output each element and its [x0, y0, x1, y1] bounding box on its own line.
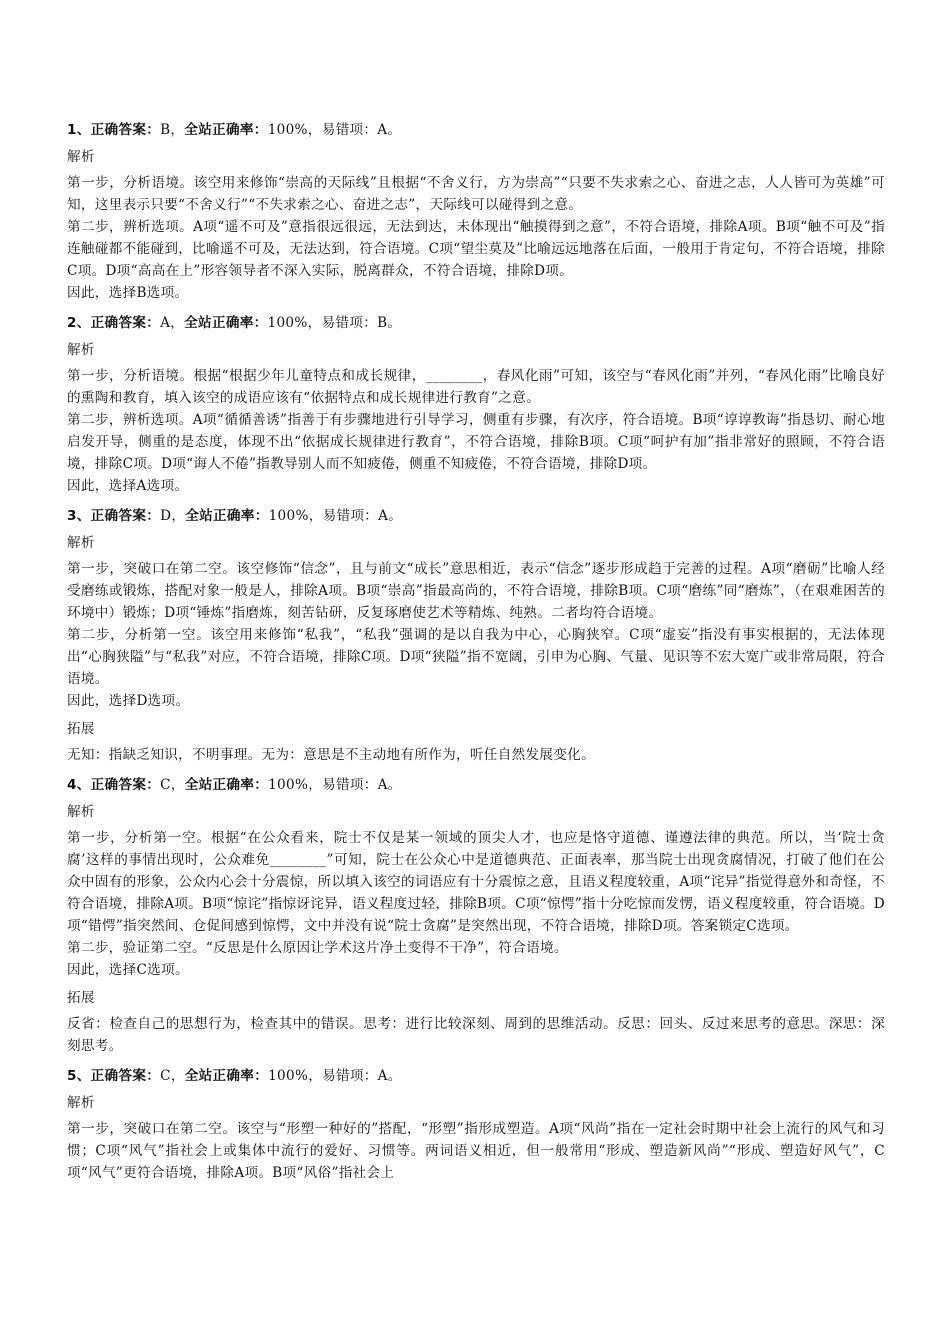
paragraph: 第二步，验证第二空。“反思是什么原因让学术这片净土变得不干净”，符合语境。 — [67, 940, 568, 956]
question-header: 3、正确答案：D，全站正确率：100%，易错项：A。 — [67, 508, 403, 524]
wrong-value: A。 — [377, 777, 402, 793]
paragraph: 反省：检查自己的思想行为，检查其中的错误。思考：进行比较深刻、周到的思维活动。反思：回头、反过来思考的意思。深思：深刻思考。 — [67, 1016, 885, 1054]
wrong-label: 易错项： — [322, 1068, 378, 1084]
section-label: 解析 — [67, 342, 95, 358]
answer-value: B — [160, 122, 171, 138]
paragraph: 第一步，突破口在第二空。该空修饰“信念”，且与前文“成长”意思相近，表示“信念”逐步形成趋于完善的过程。A项“磨砺”比喻人经受磨练或锻炼，搭配对象一般是人，排除A项。B项“崇高”指最高尚的，不符合语境，排除B项。C项“磨练”同“磨炼”，（在艰难困苦的环境中）锻炼；D项“锤炼”指磨炼，刻苦钻研，反复琢磨使艺术等精炼、纯熟。二者均符合语境。 — [67, 561, 885, 621]
question-title — [67, 1068, 160, 1084]
paragraph: 因此，选择B选项。 — [67, 285, 189, 301]
rate-value: 100% — [268, 777, 309, 793]
question-number: 3、 — [67, 508, 91, 524]
paragraph: 无知：指缺乏知识，不明事理。无为：意思是不主动地有所作为，听任自然发展变化。 — [67, 747, 595, 763]
section-label: 解析 — [67, 149, 95, 165]
paragraph: 因此，选择D选项。 — [67, 693, 190, 709]
question-header: 4、正确答案：C，全站正确率：100%，易错项：A。 — [67, 777, 402, 793]
wrong-value: A。 — [377, 122, 402, 138]
answer-label: 正确答案： — [90, 508, 161, 524]
question-header: 1、正确答案：B，全站正确率：100%，易错项：A。 — [67, 122, 402, 138]
section-label: 解析 — [67, 535, 95, 551]
wrong-value: A。 — [377, 1068, 402, 1084]
wrong-label: 易错项： — [322, 777, 378, 793]
question-block — [67, 310, 885, 497]
rate-value: 100% — [268, 508, 309, 524]
rate-label: 全站正确率： — [184, 1068, 269, 1084]
rate-value: 100% — [267, 315, 308, 331]
question-number: 4、 — [67, 777, 91, 793]
question-title — [67, 508, 160, 524]
paragraph: 第一步，突破口在第二空。该空与“形塑一种好的”搭配，“形塑”指形成塑造。A项“风尚”指在一定社会时期中社会上流行的风气和习惯；C项“风气”指社会上或集体中流行的爱好、习惯等。两词语义相近，但一般常用“形成、塑造新风尚”“形成、塑造好风气”，C项“风气”更符合语境，排除A项。B项“风俗”指社会上 — [67, 1121, 885, 1181]
rate-title — [185, 1068, 268, 1084]
section-label: 解析 — [67, 804, 95, 820]
paragraph: 第二步，辨析选项。A项“循循善诱”指善于有步骤地进行引导学习，侧重有步骤，有次序，符合语境。B项“谆谆教诲”指恳切、耐心地启发开导，侧重的是态度，体现不出“依据成长规律进行教育”，不符合语境，排除B项。C项“呵护有加”指非常好的照顾，不符合语境，排除C项。D项“诲人不倦”指教导别人而不知疲倦，侧重不知疲倦，不符合语境，排除D项。 — [67, 412, 885, 472]
section-label: 拓展 — [67, 721, 95, 737]
section-label: 拓展 — [67, 990, 95, 1006]
rate-value: 100% — [268, 1068, 309, 1084]
question-header: 5、正确答案：C，全站正确率：100%，易错项：A。 — [67, 1068, 402, 1084]
paragraph: 第二步，辨析选项。A项“遥不可及”意指很远很远，无法到达，未体现出“触摸得到之意”，不符合语境，排除A项。B项“触不可及”指连触碰都不能碰到，比喻遥不可及，无法达到，符合语境。C项“望尘莫及”比喻远远地落在后面，一般用于肯定句，不符合语境，排除C项。D项“高高在上”形容领导者不深入实际，脱离群众，不符合语境，排除D项。 — [67, 219, 885, 279]
rate-label: 全站正确率： — [184, 122, 268, 138]
question-block — [67, 772, 885, 1057]
question-block — [67, 1063, 885, 1184]
wrong-value: A。 — [378, 508, 403, 524]
rate-title — [185, 777, 268, 793]
paragraph: 第二步，分析第一空。该空用来修饰“私我”，“私我”强调的是以自我为中心，心胸狭窄。C项“虚妄”指没有事实根据的，无法体现出“心胸狭隘”与“私我”对应，不符合语境，排除C项。D项“狭隘”指不宽阔，引申为心胸、气量、见识等不宏大宽广或非常局限，符合语境。 — [67, 627, 885, 687]
answer-value: A — [160, 315, 171, 331]
question-number: 1、 — [67, 122, 91, 138]
answer-value: D — [160, 508, 172, 524]
wrong-label: 易错项： — [321, 122, 378, 138]
answer-label: 正确答案： — [90, 122, 161, 138]
rate-title — [184, 315, 267, 331]
answer-label: 正确答案： — [90, 777, 161, 793]
paragraph: 第一步，分析第一空。根据“在公众看来，院士不仅是某一领域的顶尖人才，也应是恪守道德、谨遵法律的典范。所以，当‘院士贪腐’这样的事情出现时，公众难免________”可知，院士在公众心中是道德典范、正面表率，那当院士出现贪腐情况，打破了他们在公众中固有的形象，公众内心会十分震惊，所以填入该空的词语应有十分震惊之意，且语义程度较重，A项“诧异”指觉得意外和奇怪，不符合语境，排除A项。B项“惊诧”指惊讶诧异，语义程度过轻，排除B项。C项“惊愕”指十分吃惊而发愣，语义程度较重，符合语境。D项“错愕”指突然间、仓促间感到惊愕，文中并没有说“院士贪腐”是突然出现，不符合语境，排除D项。答案锁定C选项。 — [67, 830, 885, 934]
wrong-label: 易错项： — [321, 315, 378, 331]
paragraph: 因此，选择C选项。 — [67, 962, 189, 978]
question-title — [67, 315, 160, 331]
wrong-label: 易错项： — [322, 508, 379, 524]
wrong-value: B。 — [377, 315, 402, 331]
question-title — [67, 122, 160, 138]
question-header: 2、正确答案：A，全站正确率：100%，易错项：B。 — [67, 315, 402, 331]
rate-title — [185, 508, 268, 524]
answer-value: C — [160, 1068, 171, 1084]
question-number: 2、 — [67, 315, 91, 331]
answer-label: 正确答案： — [90, 1068, 161, 1084]
answer-label: 正确答案： — [90, 315, 161, 331]
section-label: 解析 — [67, 1095, 95, 1111]
rate-value: 100% — [267, 122, 308, 138]
question-title — [67, 777, 160, 793]
rate-title — [184, 122, 267, 138]
rate-label: 全站正确率： — [184, 777, 269, 793]
answer-document — [67, 117, 885, 1190]
answer-value: C — [160, 777, 171, 793]
question-number: 5、 — [67, 1068, 91, 1084]
question-block — [67, 503, 885, 766]
question-block — [67, 117, 885, 304]
paragraph: 因此，选择A选项。 — [67, 478, 189, 494]
paragraph: 第一步，分析语境。根据“根据少年儿童特点和成长规律，________，春风化雨”可知，该空与“春风化雨”并列，“春风化雨”比喻良好的熏陶和教育，填入该空的成语应该有“依据特点和成长规律进行教育”之意。 — [67, 368, 885, 406]
rate-label: 全站正确率： — [185, 508, 269, 524]
rate-label: 全站正确率： — [184, 315, 268, 331]
paragraph: 第一步，分析语境。该空用来修饰“崇高的天际线”且根据“不舍义行，方为崇高”“只要不失求索之心、奋进之志，人人皆可为英雄”可知，这里表示只要“不舍义行”“不失求索之心、奋进之志”，天际线可以碰得到之意。 — [67, 175, 885, 213]
